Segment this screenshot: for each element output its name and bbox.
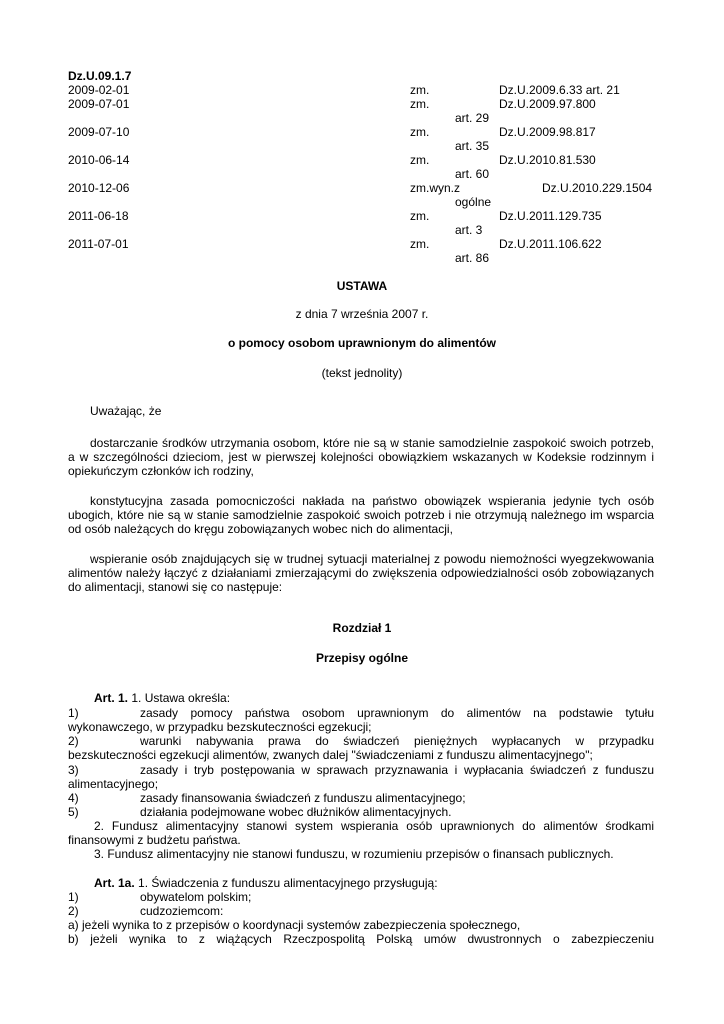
item-text: działania podejmowane wobec dłużników alimentacyjnych. — [140, 805, 452, 819]
act-title: USTAWA — [336, 279, 388, 293]
item-number: 1) — [68, 890, 79, 904]
preamble-paragraph — [68, 494, 654, 536]
item-text: obywatelom polskim; — [140, 890, 252, 904]
item-number: 5) — [68, 805, 79, 819]
item-text: zasady i tryb postępowania w sprawach przyznawania i wypłacania świadczeń z funduszu — [140, 763, 654, 777]
preamble-paragraph — [68, 436, 654, 478]
item-text: zasady finansowania świadczeń z funduszu alimentacyjnego; — [140, 791, 466, 805]
article-1-heading — [94, 691, 230, 705]
list-item — [68, 890, 654, 904]
item-continuation: wykonawczego, w przypadku bezskuteczności egzekucji; — [68, 720, 372, 734]
amendment-date: 2010-06-14 — [68, 153, 130, 167]
item-number: 4) — [68, 791, 79, 805]
paragraph-continuation: finansowymi z budżetu państwa. — [68, 833, 241, 847]
list-item — [68, 706, 654, 720]
amendment-article: ogólne — [455, 195, 492, 209]
amendment-date: 2009-07-01 — [68, 97, 130, 111]
item-text: cudzoziemcom: — [140, 904, 224, 918]
amendment-type: zm. — [410, 97, 430, 111]
amendment-type: zm. — [410, 153, 430, 167]
amendment-source: Dz.U.2011.129.735 — [499, 209, 602, 223]
amendment-article: art. 3 — [455, 223, 483, 237]
item-number: 2) — [68, 904, 79, 918]
article-lead: 1. Świadczenia z funduszu alimentacyjnego przysługują: — [138, 876, 438, 890]
sub-item-a: a) jeżeli wynika to z przepisów o koordynacji systemów zabezpieczenia społecznego, — [68, 918, 521, 932]
amendment-date: 2009-07-10 — [68, 125, 130, 139]
amendment-source: Dz.U.2009.97.800 — [499, 97, 596, 111]
sub-item-b: b) jeżeli wynika to z wiążących Rzeczpospolitą Polską umów dwustronnych o zabezpieczeniu — [68, 932, 654, 946]
amendment-source: Dz.U.2010.81.530 — [499, 153, 596, 167]
preamble-text: dostarczanie środków utrzymania osobom, które nie są w stanie samodzielnie zaspokoić swoich potrzeb, a w szczególności dzieciom, jest w pierwszej kolejności obowiązkiem wskazanych w Kodeksie rodzinnym i opiekuńczym członków ich rodziny, — [68, 436, 654, 478]
amendment-date: 2011-06-18 — [68, 209, 129, 223]
amendment-source: Dz.U.2011.106.622 — [499, 237, 602, 251]
item-number: 1) — [68, 706, 79, 720]
article-label: Art. 1a. — [94, 876, 135, 890]
article-label: Art. 1. — [94, 691, 129, 705]
amendment-source: Dz.U.2009.98.817 — [499, 125, 596, 139]
preamble-paragraph — [68, 552, 654, 594]
paragraph-text: 3. Fundusz alimentacyjny nie stanowi funduszu, w rozumieniu przepisów o finansach publicznych. — [94, 847, 614, 861]
article-paragraph — [68, 819, 654, 833]
amendment-type: zm. — [410, 125, 430, 139]
amendment-date: 2010-12-06 — [68, 181, 130, 195]
doc-id: Dz.U.09.1.7 — [68, 69, 132, 83]
item-number: 3) — [68, 763, 79, 777]
list-item — [68, 734, 654, 748]
item-continuation: alimentacyjnego; — [68, 777, 159, 791]
act-note: (tekst jednolity) — [321, 366, 403, 380]
chapter-name: Przepisy ogólne — [315, 651, 409, 665]
list-item — [68, 763, 654, 777]
preamble-intro: Uważając, że — [90, 404, 162, 418]
amendment-type: zm. — [410, 83, 430, 97]
amendment-date: 2011-07-01 — [68, 237, 129, 251]
amendment-article: art. 86 — [455, 251, 490, 265]
act-date: z dnia 7 września 2007 r. — [295, 307, 429, 321]
list-item — [68, 805, 654, 819]
preamble-text: wspieranie osób znajdujących się w trudnej sytuacji materialnej z powodu niemożności wyegzekwowania alimentów należy łączyć z działaniami zmierzającymi do zwiększenia odpowiedzialności osób zobowiązanych do alimentacji, stanowi się co następuje: — [68, 552, 654, 594]
article-paragraph — [68, 847, 654, 861]
amendment-type: zm. — [410, 237, 430, 251]
list-item — [68, 904, 654, 918]
amendment-type: zm.wyn.z — [410, 181, 461, 195]
item-text: zasady pomocy państwa osobom uprawnionym do alimentów na podstawie tytułu — [140, 706, 654, 720]
amendment-article: art. 60 — [455, 167, 490, 181]
amendment-source: Dz.U.2010.229.1504 — [542, 181, 653, 195]
article-lead: 1. Ustawa określa: — [131, 691, 231, 705]
item-number: 2) — [68, 734, 79, 748]
article-1a-heading — [94, 876, 438, 890]
amendment-source: Dz.U.2009.6.33 art. 21 — [499, 83, 620, 97]
paragraph-text: 2. Fundusz alimentacyjny stanowi system wspierania osób uprawnionych do alimentów środkami — [94, 819, 654, 833]
amendment-date: 2009-02-01 — [68, 83, 130, 97]
preamble-text: konstytucyjna zasada pomocniczości nakłada na państwo obowiązek wspierania jedynie tych osób ubogich, które nie są w stanie samodzielnie zaspokoić swoich potrzeb i nie otrzymują należnego im wsparcia od osób należących do kręgu zobowiązanych wobec nich do alimentacji, — [68, 494, 654, 536]
amendment-article: art. 29 — [455, 111, 490, 125]
item-continuation: bezskuteczności egzekucji alimentów, zwanych dalej "świadczeniami z funduszu alimentacyjnego"; — [68, 748, 593, 762]
amendment-type: zm. — [410, 209, 430, 223]
list-item — [68, 791, 654, 805]
act-subject: o pomocy osobom uprawnionym do alimentów — [227, 336, 496, 350]
item-text: warunki nabywania prawa do świadczeń pieniężnych wypłacanych w przypadku — [140, 734, 654, 748]
amendment-article: art. 35 — [455, 139, 490, 153]
chapter-number: Rozdział 1 — [332, 621, 392, 635]
